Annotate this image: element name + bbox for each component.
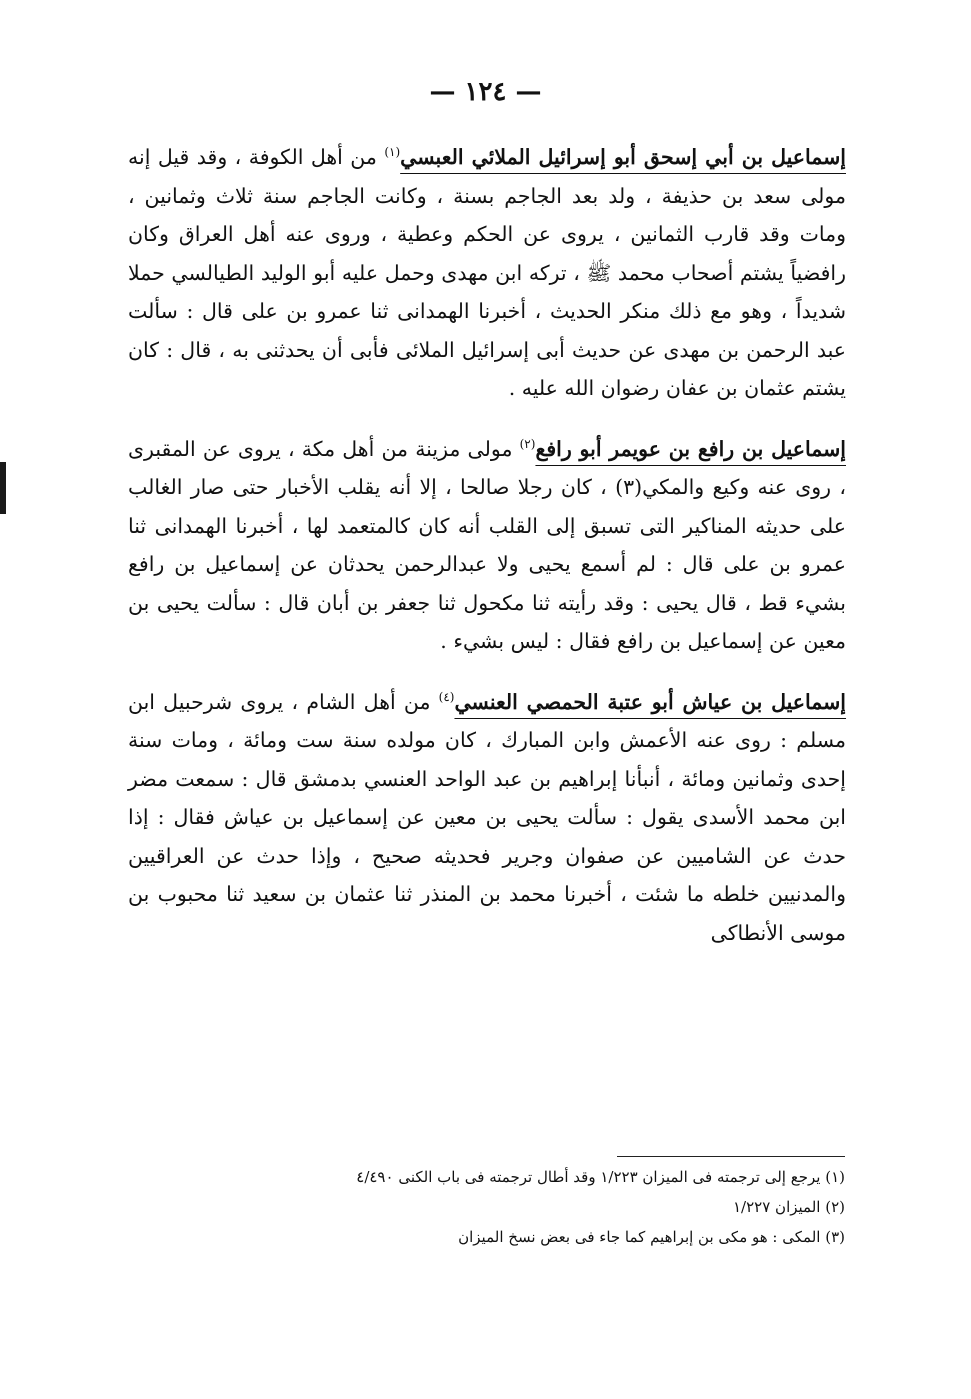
footnote: (١) يرجع إلى ترجمته فى الميزان ١/٢٢٣ وقد أطال ترجمته فى باب الكنى ٤/٤٩٠ bbox=[356, 1168, 845, 1186]
biography-entry bbox=[128, 138, 846, 408]
footnote-ref: (٢) bbox=[519, 436, 536, 451]
biography-entry bbox=[128, 430, 846, 661]
footnote: (٢) الميزان ١/٢٢٧ bbox=[733, 1198, 845, 1216]
entry-text: من أهل الشام ، يروى شرحبيل ابن مسلم : روى عنه الأعمش وابن المبارك ، كان مولده سنة ست ومائة ، ومات سنة إحدى وثمانين ومائة ، أنبأنا إبراهيم بن عبد الواحد العنسي بدمشق قال : سمعت مضر ابن محمد الأسدى يقول : سألت يحيى بن معين عن إسماعيل بن عياش فقال : إذا حدث عن الشاميين عن صفوان وجرير فحديثه صحيح ، وإذا حدث عن العراقيين والمدنيين خلطه ما شئت ، أخبرنا محمد بن المنذر ثنا عثمان بن سعيد ثنا محبوب بن موسى الأنطاكى bbox=[128, 689, 846, 945]
entry-headword: إسماعيل بن رافع بن عويمر أبو رافع bbox=[535, 436, 846, 461]
entry-headword: إسماعيل بن عياش أبو عتبة الحمصي العنسي bbox=[454, 689, 847, 714]
biography-entry bbox=[128, 683, 846, 953]
footnote-ref: (٤) bbox=[438, 689, 455, 704]
entry-text: مولى مزينة من أهل مكة ، يروى عن المقبرى ، روى عنه وكيع والمكي(٣) ، كان رجلا صالحا ، إلا أنه يقلب الأخبار حتى صار الغالب على حديثه المناكير التى تسبق إلى القلب أنه كان كالمتعمد لها ، أخبرنا الهمدانى ثنا عمرو بن على قال : لم أسمع يحيى ولا عبدالرحمن يحدثان عن إسماعيل بن رافع بشيء قط ، قال يحيى : وقد رأيته ثنا مكحول ثنا جعفر بن أبان قال : سألت يحيى بن معين عن إسماعيل بن رافع فقال : ليس بشيء . bbox=[128, 436, 846, 653]
page-number: — ١٢٤ — bbox=[429, 77, 542, 107]
entry-headword: إسماعيل بن أبي إسحق أبو إسرائيل الملائي العبسي bbox=[400, 145, 846, 169]
body-text bbox=[128, 138, 846, 974]
scan-edge-mark bbox=[0, 462, 6, 514]
footnotes bbox=[356, 1162, 845, 1252]
entry-text: من أهل الكوفة ، وقد قيل إنه مولى سعد بن حذيفة ، ولد بعد الجاجم بسنة ، وكانت الجاجم سنة ثلاث وثمانين ، ومات وقد قارب الثمانين ، يروى عن الحكم وعطية ، وروى عنه أهل العراق وكان رافضياً يشتم أصحاب محمد ﷺ ، تركه ابن مهدى وحمل عليه أبو الوليد الطيالسي حملا شديداً ، وهو مع ذلك منكر الحديث ، أخبرنا الهمدانى ثنا عمرو بن على قال : سألت عبد الرحمن بن مهدى عن حديث أبى إسرائيل الملائى فأبى أن يحدثنى به ، قال : كان يشتم عثمان بن عفان رضوان الله عليه . bbox=[128, 145, 846, 400]
footnote-ref: (١) bbox=[384, 145, 401, 160]
footnote: (٣) المكى : هو مكى بن إبراهيم كما جاء فى بعض نسخ الميزان bbox=[458, 1228, 845, 1246]
footnote-divider bbox=[617, 1156, 845, 1157]
